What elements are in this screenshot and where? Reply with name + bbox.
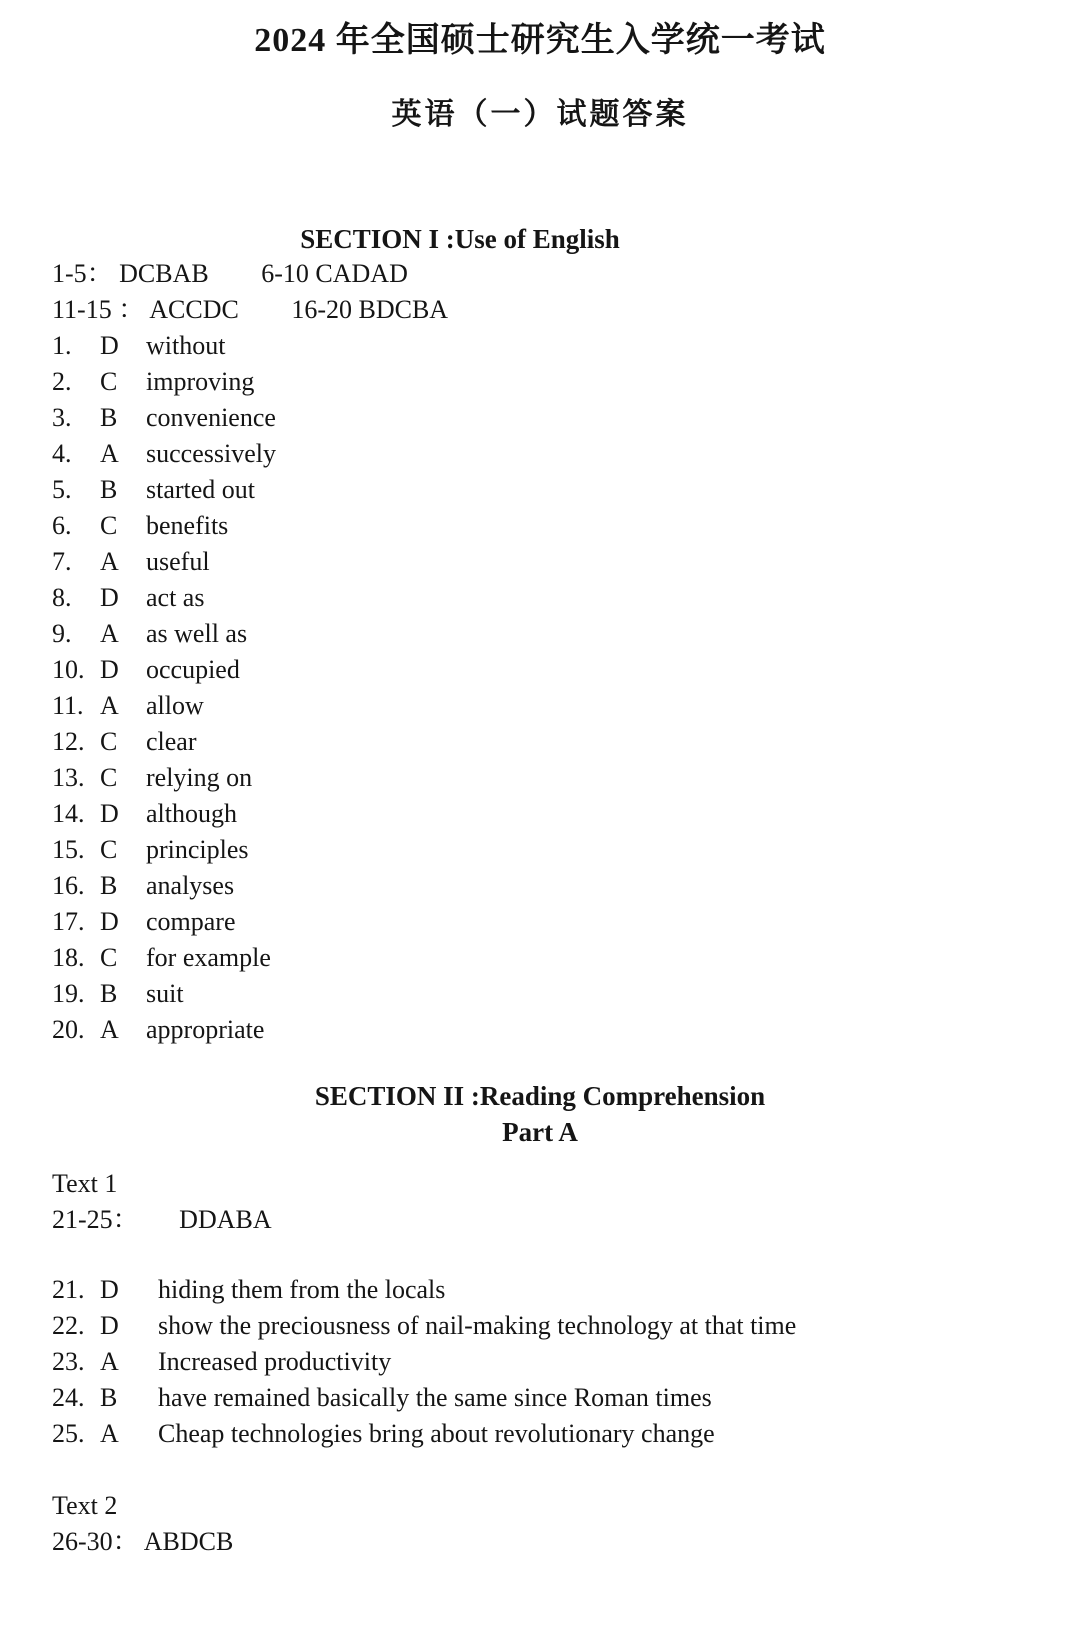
answer-choice: A: [100, 691, 119, 720]
section1-answer-list: [52, 328, 1080, 1048]
answer-text: improving: [146, 367, 255, 396]
answer-choice: C: [100, 943, 118, 972]
section2-heading: SECTION II :Reading Comprehension: [314, 1081, 766, 1111]
answer-number: 15.: [52, 835, 85, 864]
answer-row: [52, 796, 1080, 832]
answer-number: 23.: [52, 1347, 85, 1376]
answer-choice: D: [100, 331, 119, 360]
answer-number: 14.: [52, 799, 85, 828]
answer-number: 13.: [52, 763, 85, 792]
answer-text: Cheap technologies bring about revolutionary change: [158, 1419, 715, 1448]
answer-row: [52, 436, 1080, 472]
answer-text: started out: [146, 475, 256, 504]
answer-row: [52, 616, 1080, 652]
answer-row: [52, 544, 1080, 580]
answer-row: [52, 724, 1080, 760]
answer-row: [52, 400, 1080, 436]
section2-body: [0, 1166, 1080, 1560]
text1-answer-list: [52, 1272, 1080, 1452]
answer-row: [52, 472, 1080, 508]
answer-text: for example: [146, 943, 271, 972]
answer-choice: B: [100, 871, 118, 900]
answer-choice: B: [100, 403, 118, 432]
answer-number: 22.: [52, 1311, 85, 1340]
answer-number: 5.: [52, 475, 72, 504]
summary-range-16-20: 16-20 BDCBA: [291, 295, 449, 324]
answer-row: [52, 1380, 1080, 1416]
summary-range-6-10: 6-10 CADAD: [261, 259, 408, 288]
answer-number: 17.: [52, 907, 85, 936]
answer-number: 21.: [52, 1275, 85, 1304]
answer-number: 20.: [52, 1015, 85, 1044]
answer-choice: A: [100, 1015, 119, 1044]
answer-text: Increased productivity: [158, 1347, 392, 1376]
answer-choice: D: [100, 799, 119, 828]
page-title: 2024 年全国硕士研究生入学统一考试: [254, 22, 826, 59]
answer-row: [52, 904, 1080, 940]
answer-row: [52, 688, 1080, 724]
answer-text: benefits: [146, 511, 229, 540]
answer-text: without: [146, 331, 226, 360]
section1-summary-line1: [52, 256, 1080, 292]
answer-choice: A: [100, 439, 119, 468]
answer-choice: C: [100, 835, 118, 864]
answer-number: 19.: [52, 979, 85, 1008]
text1-label: Text 1: [52, 1169, 118, 1198]
answer-choice: C: [100, 763, 118, 792]
answer-text: show the preciousness of nail-making technology at that time: [158, 1311, 797, 1340]
answer-row: [52, 1308, 1080, 1344]
answer-row: [52, 580, 1080, 616]
text2-summary: [52, 1524, 1080, 1560]
answer-number: 3.: [52, 403, 72, 432]
answer-choice: D: [100, 907, 119, 936]
answer-text: principles: [146, 835, 249, 864]
summary-range-21-25: 21-25：: [52, 1205, 139, 1234]
answer-row: [52, 832, 1080, 868]
blank-line: [52, 1238, 1080, 1272]
answer-row: [52, 1416, 1080, 1452]
answer-row: [52, 1344, 1080, 1380]
answer-number: 10.: [52, 655, 85, 684]
section2-part-a-label: Part A: [502, 1117, 578, 1147]
answer-row: [52, 364, 1080, 400]
answer-number: 25.: [52, 1419, 85, 1448]
answer-choice: B: [100, 475, 118, 504]
answer-text: compare: [146, 907, 236, 936]
answer-number: 16.: [52, 871, 85, 900]
answer-number: 2.: [52, 367, 72, 396]
answer-number: 24.: [52, 1383, 85, 1412]
page-subtitle: 英语（一）试题答案: [391, 98, 689, 131]
summary-answers-21-25: DDABA: [179, 1205, 272, 1234]
answer-choice: D: [100, 583, 119, 612]
answer-number: 8.: [52, 583, 72, 612]
answer-text: hiding them from the locals: [158, 1275, 446, 1304]
answer-row: [52, 508, 1080, 544]
answer-choice: D: [100, 1275, 119, 1304]
answer-choice: A: [100, 619, 119, 648]
answer-text: occupied: [146, 655, 240, 684]
answer-choice: D: [100, 1311, 119, 1340]
answer-text: suit: [146, 979, 184, 1008]
answer-row: [52, 1012, 1080, 1048]
answer-row: [52, 940, 1080, 976]
answer-text: successively: [146, 439, 276, 468]
summary-range-11-15: 11-15 ： ACCDC: [52, 295, 239, 324]
answer-number: 18.: [52, 943, 85, 972]
summary-range-1-5: 1-5： DCBAB: [52, 259, 209, 288]
answer-row: [52, 652, 1080, 688]
answer-number: 11.: [52, 691, 84, 720]
answer-choice: B: [100, 979, 118, 1008]
answer-number: 6.: [52, 511, 72, 540]
answer-number: 4.: [52, 439, 72, 468]
answer-text: useful: [146, 547, 210, 576]
section1-body: [0, 256, 1080, 1048]
answer-row: [52, 868, 1080, 904]
answer-text: clear: [146, 727, 197, 756]
answer-number: 12.: [52, 727, 85, 756]
answer-text: convenience: [146, 403, 276, 432]
answer-choice: C: [100, 511, 118, 540]
answer-choice: A: [100, 547, 119, 576]
section1-heading: SECTION I :Use of English: [300, 224, 620, 254]
answer-row: [52, 976, 1080, 1012]
answer-row: [52, 1272, 1080, 1308]
answer-text: although: [146, 799, 237, 828]
answer-text: analyses: [146, 871, 235, 900]
answer-number: 7.: [52, 547, 72, 576]
answer-number: 1.: [52, 331, 72, 360]
answer-text: act as: [146, 583, 205, 612]
answer-text: relying on: [146, 763, 253, 792]
text2-label: Text 2: [52, 1491, 118, 1520]
answer-choice: A: [100, 1419, 119, 1448]
answer-choice: B: [100, 1383, 118, 1412]
answer-number: 9.: [52, 619, 72, 648]
answer-text: have remained basically the same since Roman times: [158, 1383, 712, 1412]
answer-choice: C: [100, 727, 118, 756]
answer-text: appropriate: [146, 1015, 265, 1044]
answer-text: as well as: [146, 619, 248, 648]
answer-choice: A: [100, 1347, 119, 1376]
section1-summary-line2: [52, 292, 1080, 328]
answer-choice: D: [100, 655, 119, 684]
answer-row: [52, 328, 1080, 364]
text1-summary: [52, 1202, 1080, 1238]
answer-row: [52, 760, 1080, 796]
summary-range-26-30: 26-30：: [52, 1527, 139, 1556]
summary-answers-26-30: ABDCB: [143, 1527, 234, 1556]
answer-choice: C: [100, 367, 118, 396]
answer-text: allow: [146, 691, 204, 720]
